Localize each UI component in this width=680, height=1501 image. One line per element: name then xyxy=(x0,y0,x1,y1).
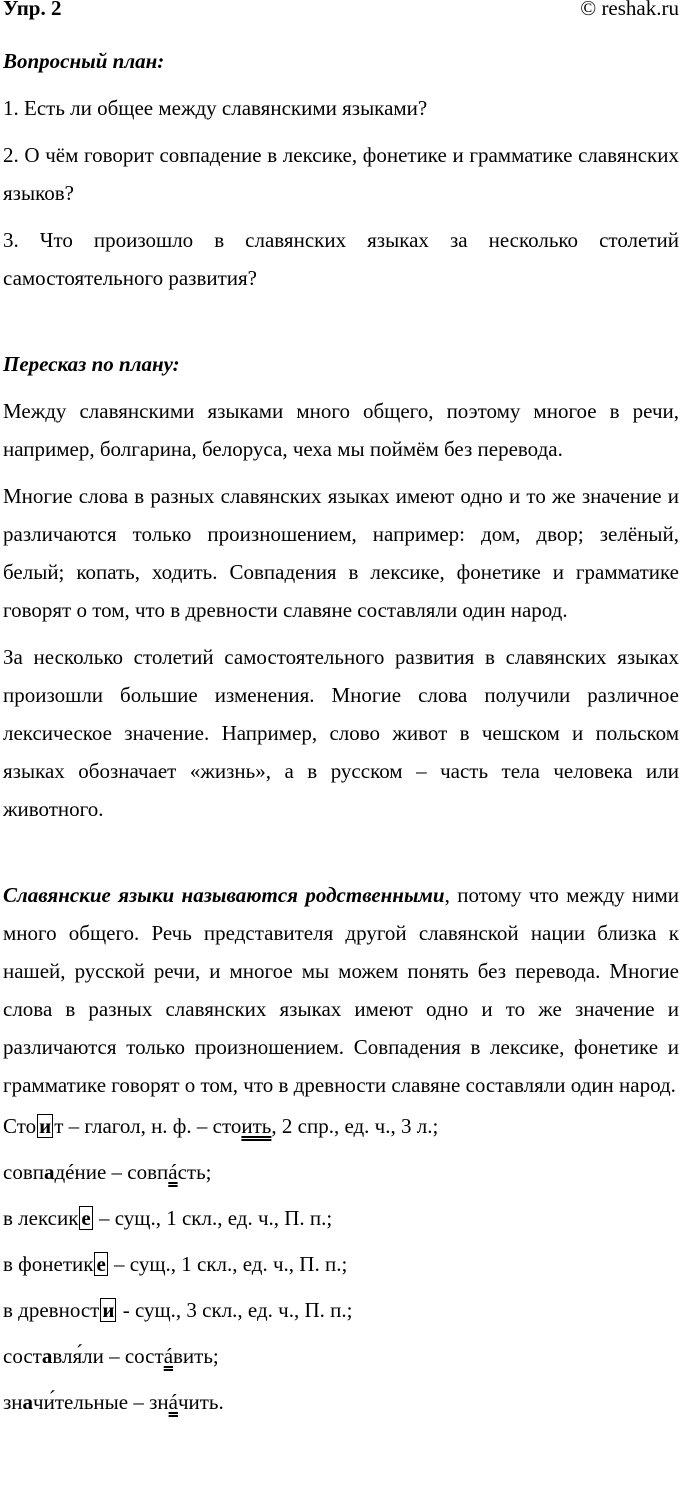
plan-item-3: 3. Что произошло в славянских языках за несколько столетий самостоятельного развития? xyxy=(3,228,679,290)
plan-item-2: 2. О чём говорит совпадение в лексике, фонетике и грамматике славянских языков? xyxy=(3,143,679,205)
analysis-line xyxy=(3,1250,679,1278)
double-underlined: á xyxy=(163,1344,174,1368)
analysis-line xyxy=(3,1296,679,1324)
boxed-ending: и xyxy=(39,1114,52,1138)
analysis-text: вить; xyxy=(173,1344,219,1368)
double-underlined: á xyxy=(168,1160,178,1184)
boxed-ending: е xyxy=(96,1252,106,1276)
boxed-ending: е xyxy=(81,1206,91,1230)
analysis-text: в фонетик xyxy=(3,1252,94,1276)
exercise-title: Упр. 2 xyxy=(3,0,62,20)
retelling-heading: Пересказ по плану: xyxy=(3,352,180,376)
analysis-text: сть; xyxy=(177,1160,212,1184)
analysis-line xyxy=(3,1158,679,1186)
analysis-text: дéние – совп xyxy=(54,1160,169,1184)
analysis-text: в лексик xyxy=(3,1206,79,1230)
analysis-text: – сущ., 1 скл., ед. ч., П. п.; xyxy=(93,1206,333,1230)
double-underlined: ить xyxy=(241,1114,272,1138)
analysis-text: в древност xyxy=(3,1298,100,1322)
bold-letter: а xyxy=(41,1344,53,1368)
analysis-text: чи́тельные – зн xyxy=(33,1390,169,1414)
analysis-text: - сущ., 3 скл., ед. ч., П. п.; xyxy=(117,1298,353,1322)
analysis-line xyxy=(3,1112,679,1140)
analysis-line xyxy=(3,1342,679,1370)
plan-item-1: 1. Есть ли общее между славянскими языками? xyxy=(3,96,428,120)
retelling-paragraph-1: Между славянскими языками много общего, поэтому многое в речи, например, болгарина, белоруса, чеха мы поймём без перевода. xyxy=(3,399,679,461)
summary-rest: , потому что между ними много общего. Речь представителя другой славянской нации близка к нашей, русской речи, и многое мы можем понять без перевода. Многие слова в разных славянских языках имеют одно и то же значение и различаются только произношением. Совпадения в лексике, фонетике и грамматике говорят о том, что в древности славяне составляли один народ. xyxy=(3,883,679,1097)
site-credit: © reshak.ru xyxy=(580,0,679,20)
analysis-line xyxy=(3,1204,679,1232)
analysis-text: вля́ли – сост xyxy=(52,1344,164,1368)
bold-letter: а xyxy=(43,1160,55,1184)
analysis-text: сост xyxy=(3,1344,42,1368)
retelling-paragraph-3: За несколько столетий самостоятельного развития в славянских языках произошли большие изменения. Многие слова получили различное лексическое значение. Например, слово живот в чешском и польском языках обозначает «жизнь», а в русском – часть тела человека или животного. xyxy=(3,645,679,821)
bold-letter: а xyxy=(22,1390,34,1414)
page xyxy=(3,0,679,1416)
summary-paragraph xyxy=(3,876,679,1104)
boxed-ending: и xyxy=(102,1298,115,1322)
analysis-text: , 2 спр., ед. ч., 3 л.; xyxy=(271,1114,439,1138)
analysis-text: зн xyxy=(3,1390,23,1414)
plan-heading: Вопросный план: xyxy=(3,49,165,73)
analysis-text: чить. xyxy=(177,1390,224,1414)
retelling-paragraph-2: Многие слова в разных славянских языках имеют одно и то же значение и различаются только произношением, например: дом, двор; зелёный, белый; копать, ходить. Совпадения в лексике, фонетике и грамматике говорят о том, что в древности славяне составляли один народ. xyxy=(3,484,679,622)
analysis-text: Сто xyxy=(3,1114,37,1138)
analysis-text: т – глагол, н. ф. – сто xyxy=(54,1114,242,1138)
analysis-text: – сущ., 1 скл., ед. ч., П. п.; xyxy=(108,1252,348,1276)
analysis-line xyxy=(3,1388,679,1416)
analysis-text: совп xyxy=(3,1160,44,1184)
word-analysis xyxy=(3,1112,679,1416)
summary-lead: Славянские языки называются родственными xyxy=(3,883,445,907)
double-underlined: á xyxy=(168,1390,178,1414)
page-header xyxy=(3,0,679,22)
